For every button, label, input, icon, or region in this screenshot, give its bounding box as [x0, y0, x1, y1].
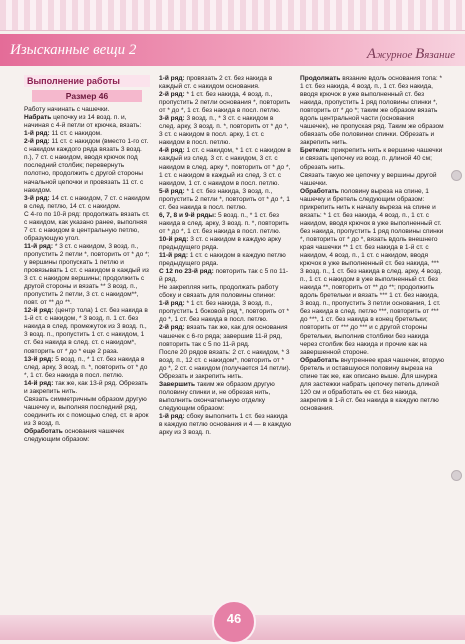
- work-heading: Выполнение работы: [24, 75, 150, 87]
- paragraph: Обработать внутреннее края чашечек, вторую бретель и оставшуюся половину выреза на спине так же, как описано выше. Для шнурка для застежки набрать цепочку петель длиной 120 см и обработать ее ст. без накида, закрепив в 1-й ст. без накида в каждую петлю основания.: [300, 356, 444, 412]
- row-instruction: 2-й ряд: вязать так же, как для основания чашечек с 6-го ряда; завершив 11-й ряд, повторить так с 5 по 11-й ряд.: [159, 324, 288, 348]
- binder-hole: [451, 170, 462, 181]
- page-number: 46: [226, 611, 242, 626]
- row-instruction: 1-й ряд: * 1 ст. без накида, 3 возд. п., пропустить 1 боковой ряд *, повторить от * до *, 1 ст. без накида в посл. петлю.: [159, 300, 290, 324]
- row-instruction: 2-й ряд: * 1 ст. без накида, 4 возд. п., пропустить 2 петли основания *, повторить от * до *, 1 ст. без накида в посл. петлю.: [159, 91, 291, 115]
- row-instruction: 4-й ряд: 1 ст. с накидом, * 1 ст. с накидом в каждый из след. 3 ст. с накидом, 3 ст. с накидом в след. арку *, повторить от * до *, 1 ст. с накидом в каждый из след. 3 ст. с накидом, 1 ст. с накидом в посл. петлю.: [159, 147, 291, 187]
- article-body: [24, 75, 444, 605]
- row-instruction: 1-й ряд: 11 ст. с накидом.: [24, 130, 103, 138]
- column-1: [24, 75, 150, 444]
- row-instruction: 1-й ряд: сбоку выполнить 1 ст. без накида в каждую петлю основания и 4 — в каждую арку из 3 возд. п.: [159, 412, 292, 437]
- paragraph: После 20 рядов вязать: 2 ст. с накидом, * 3 возд. п., 12 ст. с накидом*, повторить от * до *, 2 ст. с накидом (получается 14 петли). Обрезать и закрепить нить.: [159, 348, 291, 380]
- column-3: [300, 75, 444, 413]
- paragraph: Обработать половину выреза на спине, 1 чашечку и бретель следующим образом: прикрепить нить к началу выреза на спине и вязать: * 1 ст. без накида, 4 возд. п., 1 ст. с накидом, вводя крючок в уже выполненный ст. без накида, пропустить 1 ряд половины спинки *, повторить от * до *, вязать вдоль внешнего края чашечки ** 1 ст. без накида в 1-й ст. с накидом, 4 возд. п., 1 ст. с накидом, вводя крючок в уже выполненный ст. без накида, *** 3 возд. п., 1 ст. без накида в след. арку, 4 возд. п., 1 ст. с накидом в уже выполненный ст. без накида **, повторить от ** до **; продолжить вдоль бретельки и вязать *** 1 ст. без накида, 3 возд. п., пропустить 3 петли основания, 1 ст. без накида в след. петлю ***, повторить от *** до ***, 1 ст. без накида в конец бретельки; повторить от *** до *** и с другой стороны бретельки, выполнив столбики без накида через столбик без накида и прочие как на завершенной стороне.: [300, 187, 444, 356]
- size-label: Размер 46: [32, 90, 142, 102]
- row-instruction: 6, 7, 8 и 9-й ряды: 5 возд. п., * 1 ст. без накида в след. арку, 3 возд. п. *, повторить от * до *, 1 ст. без накида в посл. петлю.: [159, 211, 289, 235]
- paragraph: Обработать основания чашечек следующим образом:: [24, 427, 125, 444]
- row-instruction: 14-й ряд: так же, как 13-й ряд. Обрезать и закрепить нить.: [24, 379, 148, 395]
- row-instruction: 13-й ряд: 5 возд. п., * 1 ст. без накида в след. арку, 3 возд. п. *, повторить от * до *, 1 ст. без накида в посл. петлю.: [24, 355, 148, 379]
- paragraph: Связать симметричным образом другую чашечку и, выполняя последний ряд, соединить их с помощью след. ст. в арок из 3 возд. п.: [24, 395, 149, 427]
- row-instruction: С 12 по 23-й ряд: повторить так с 5 по 11-й ряд.: [159, 268, 289, 284]
- paragraph: Набрать цепочку из 14 возд. п. и, начиная с 4-й петли от крючка, вязать:: [24, 114, 142, 130]
- paragraph: Бретели: прикрепить нить к вершине чашечки и связать цепочку из возд. п. длиной 40 см; обрезать нить.: [300, 147, 443, 171]
- paragraph: Работу начинать с чашечки.: [24, 106, 110, 114]
- paragraph: Связать такую же цепочку у вершины другой чашечки.: [300, 171, 437, 187]
- row-instruction: 11-й ряд: 1 ст. с накидом в каждую петлю предыдущего ряда.: [159, 252, 286, 268]
- book-title: Изысканные вещи 2: [10, 42, 137, 58]
- row-instruction: 12-й ряд: (центр тола) 1 ст. без накида в 1-й ст. с накидом, * 3 возд. п. 1 ст. без накида в след. промежуток из 3 возд. п., 3 возд. п., пропустить 1 ст. с накидом, 1 ст. без накида в след. ст. с накидом*, повторить от * до * еще 2 раза.: [24, 307, 148, 355]
- binder-hole: [451, 470, 462, 481]
- paragraph: Продолжать вязание вдоль основания топа: * 1 ст. без накида, 4 возд. п., 1 ст. без накида, вводя крючок в уже выполненный ст. без накида, пропустить 1 ряд половины спинки *, повторить от * до *; таким же образом вязать вдоль центральной части (основания чашечек), не пропуская ряд. Таким же образом обвязать обе половинки спинки. Обрезать и закрепить нить.: [300, 75, 444, 147]
- row-instruction: 1-й ряд: провязать 2 ст. без накида в каждый ст. с накидом основания.: [159, 75, 273, 91]
- column-2: [159, 75, 291, 437]
- row-instruction: 2-й ряд: 11 ст. с накидом (вместо 1-го ст. с накидом каждого ряда вязать 3 возд. п.), 7 ст. с накидом, вводя крючок под последний столбик; перевернуть полотно, продолжить с другой стороны начальной цепочки и провязать 11 ст. с накидом.: [24, 138, 149, 194]
- paragraph: Не закрепляя нить, продолжать работу сбоку и связать для половины спинки:: [159, 284, 279, 300]
- paragraph: С 4-го по 10-й ряд: продолжать вязать ст. с накидом, как указано ранее, выполняя 7 ст. с накидом в центральную петлю, образующую угол.: [24, 210, 150, 242]
- row-instruction: 10-й ряд: 3 ст. с накидом в каждую арку предыдущего ряда.: [159, 235, 282, 251]
- row-instruction: 11-й ряд: * 3 ст. с накидом, 3 возд. п., пропустить 2 петли *, повторить от * до *; у вершины пропускать 1 петлю и провязывать 1 ст. с накидом в каждый из 3 ст. с накидом вершины; продолжить с другой стороны и вязать ** 3 возд. п., пропустить 2 петли, 3 ст. с накидом**, повт. от ** до **.: [24, 242, 150, 307]
- row-instruction: 3-й ряд: 14 ст. с накидом, 7 ст. с накидом в след. петлю, 14 ст. с накидом.: [24, 194, 150, 210]
- row-instruction: 3-й ряд: 3 возд. п., * 3 ст. с накидом в след. арку, 3 возд. п. *, повторить от * до *, 3 ст. с накидом в посл. арку, 1 ст. с накидом в посл. петлю.: [159, 115, 289, 147]
- row-instruction: 5-й ряд: * 1 ст. без накида, 3 возд. п., пропустить 2 петли *, повторить от * до *, 1 ст. без накида в посл. петлю.: [159, 187, 290, 211]
- paragraph: Завершить таким же образом другую половину спинки и, не обрезая нить, выполнить окончательную отделку следующим образом:: [159, 380, 275, 412]
- lace-border-top: [0, 0, 465, 31]
- section-title: Ажурное Вязание: [366, 46, 455, 62]
